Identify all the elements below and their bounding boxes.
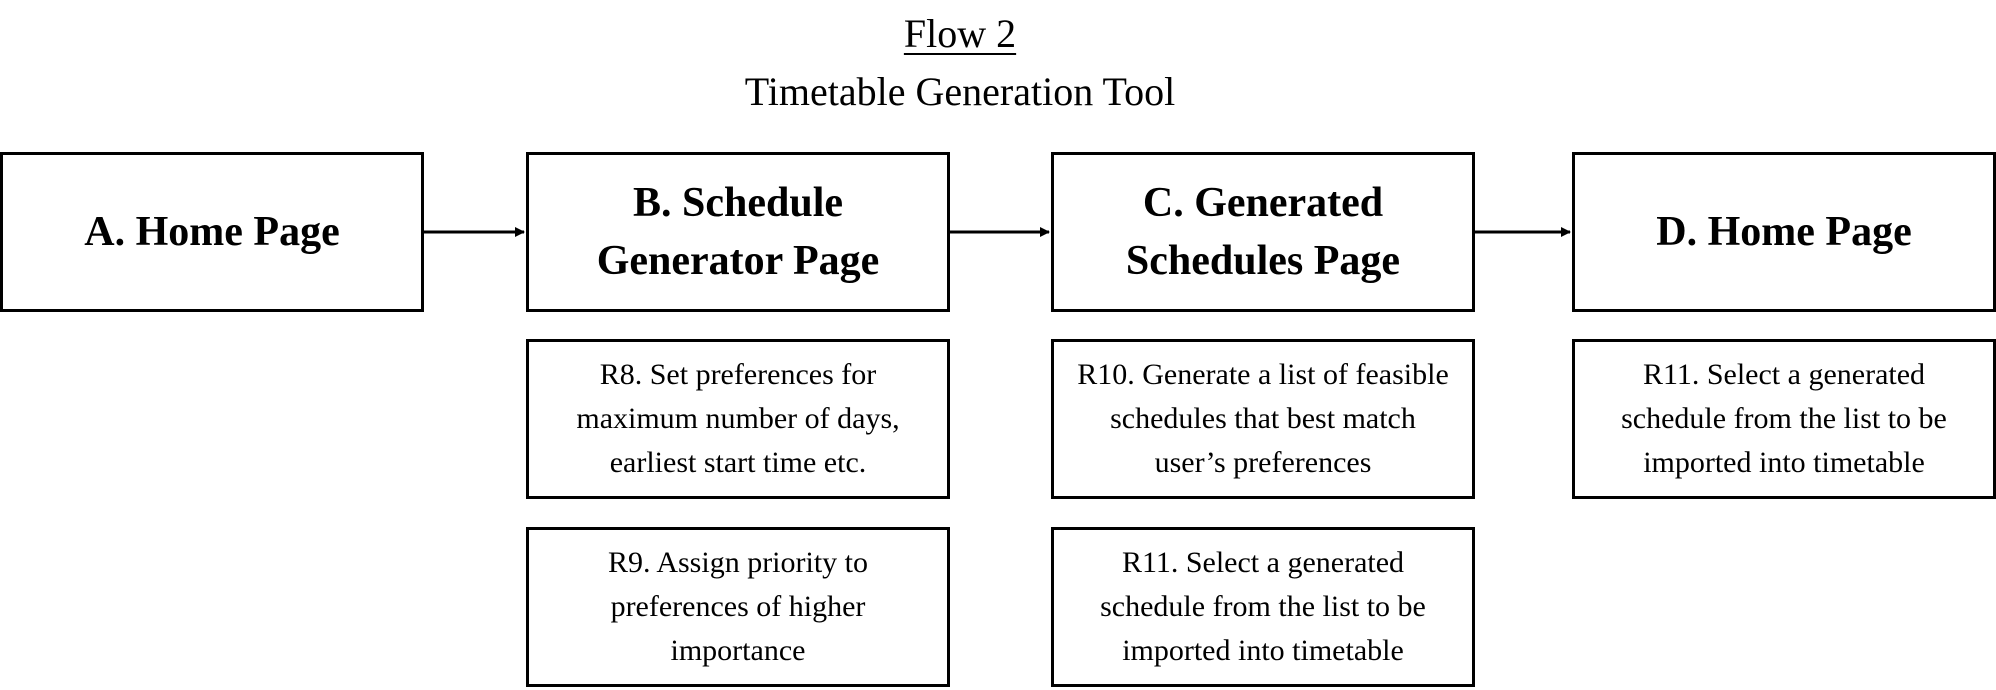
requirement-text: R9. Assign priority to preferences of higher importance [607, 546, 869, 667]
requirement-box-r9 [526, 527, 950, 687]
page-box-home-d [1572, 152, 1996, 312]
page-box-schedule-generator [526, 152, 950, 312]
requirement-text: R11. Select a generated schedule from the list to be imported into timetable [1100, 546, 1426, 667]
requirement-text: R10. Generate a list of feasible schedules that best match user’s preferences [1077, 358, 1449, 479]
requirement-box-r8 [526, 339, 950, 499]
requirement-box-r10 [1051, 339, 1475, 499]
page-box-label: A. Home Page [84, 209, 340, 255]
page-box-label: C. Generated Schedules Page [1125, 180, 1401, 284]
page-box-label: D. Home Page [1656, 209, 1912, 255]
flow-subtitle: Timetable Generation Tool [744, 69, 1176, 114]
requirement-text: R8. Set preferences for maximum number of days, earliest start time etc. [576, 358, 900, 479]
page-box-home-a [0, 152, 424, 312]
page-box-label: B. Schedule Generator Page [596, 180, 880, 284]
requirement-box-r11-d [1572, 339, 1996, 499]
flow-title: Flow 2 [903, 11, 1017, 56]
requirement-box-r11-c [1051, 527, 1475, 687]
page-box-generated-schedules [1051, 152, 1475, 312]
requirement-text: R11. Select a generated schedule from the list to be imported into timetable [1621, 358, 1947, 479]
